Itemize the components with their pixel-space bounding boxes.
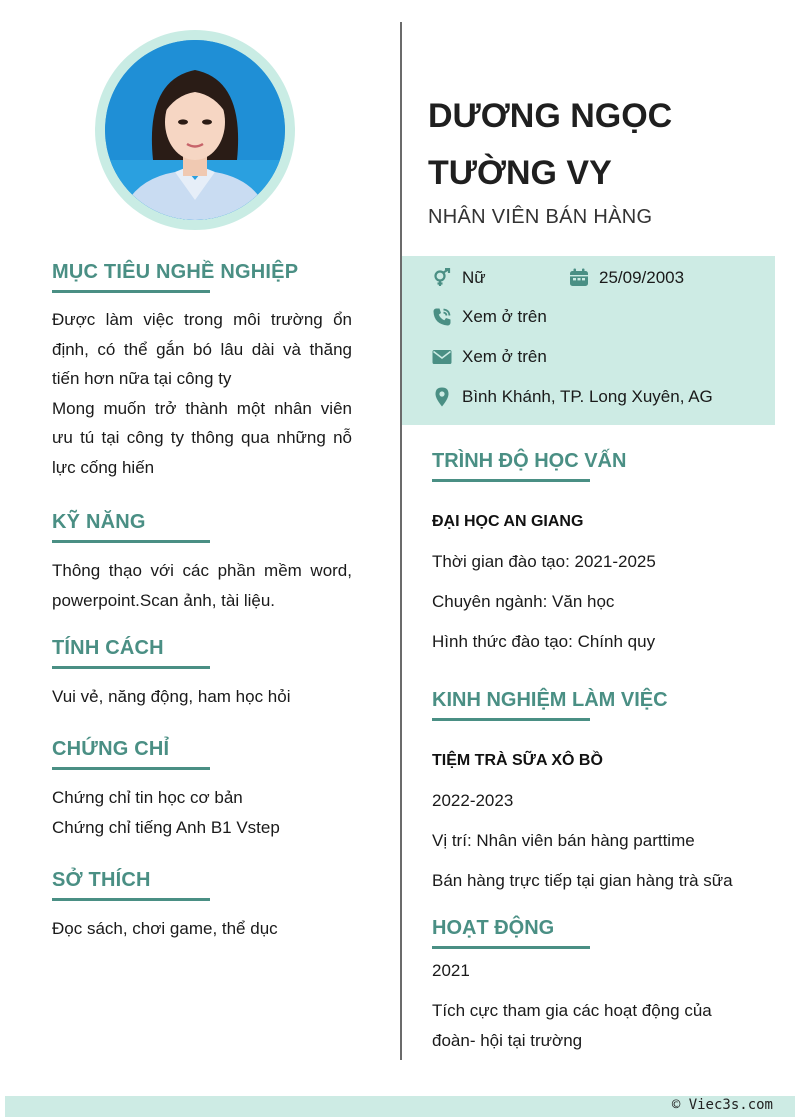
section-underline [52,767,210,770]
hobbies-title: SỞ THÍCH [52,869,151,891]
avatar-frame [95,30,295,230]
objective-section [52,258,352,293]
personality-title: TÍNH CÁCH [52,637,164,659]
hobbies-text: Đọc sách, chơi game, thể dục [52,919,278,938]
job-title: NHÂN VIÊN BÁN HÀNG [428,206,653,228]
education-title: TRÌNH ĐỘ HỌC VẤN [432,450,627,472]
education-major: Chuyên ngành: Văn học [432,592,615,611]
section-underline [52,666,210,669]
company-name: TIỆM TRÀ SỮA XÔ BỒ [432,752,603,769]
certificate-item: Chứng chỉ tin học cơ bản [52,788,243,807]
experience-body [432,741,772,901]
certificates-section [52,735,352,770]
objective-line: Được làm việc trong môi trường ổn định, có thể gắn bó lâu dài và thăng tiến hơn nữa tại công ty [52,310,352,388]
activities-title: HOẠT ĐỘNG [432,917,555,939]
certificates-body [52,783,352,842]
activities-body [432,951,772,1056]
phone-value: Xem ở trên [462,307,547,326]
gender-icon [432,268,452,288]
hobbies-body [52,914,352,944]
experience-section [432,686,772,721]
experience-title: KINH NGHIỆM LÀM VIỆC [432,689,668,711]
phone-row [432,307,547,327]
personality-text: Vui vẻ, năng động, ham học hỏi [52,687,291,706]
education-section [432,447,772,482]
experience-description: Bán hàng trực tiếp tại gian hàng trà sữa [432,871,733,890]
contact-panel [402,256,775,425]
email-row [432,347,547,367]
location-pin-icon [432,387,452,407]
address-value: Bình Khánh, TP. Long Xuyên, AG [462,387,713,406]
gender-value: Nữ [462,268,486,287]
education-mode: Hình thức đào tạo: Chính quy [432,632,656,651]
school-name: ĐẠI HỌC AN GIANG [432,513,584,530]
birthdate-value: 25/09/2003 [599,268,685,287]
footer-bar [5,1096,795,1117]
experience-period: 2022-2023 [432,791,514,810]
personality-body [52,682,352,712]
activities-section [432,914,772,949]
section-underline [52,290,210,293]
activities-description: Tích cực tham gia các hoạt động của đoàn- hội tại trường [432,1001,712,1050]
personality-section [52,634,352,669]
section-underline [432,946,590,949]
certificates-title: CHỨNG CHỈ [52,738,170,760]
email-value: Xem ở trên [462,347,547,366]
education-period: Thời gian đào tạo: 2021-2025 [432,552,656,571]
certificate-item: Chứng chỉ tiếng Anh B1 Vstep [52,817,280,837]
avatar [105,40,285,220]
birthdate-row [569,268,684,288]
calendar-icon [569,268,589,288]
activities-year: 2021 [432,961,470,980]
phone-icon [432,307,452,327]
objective-body [52,305,352,482]
gender-row [432,268,486,288]
section-underline [432,479,590,482]
candidate-name: DƯƠNG NGỌC TƯỜNG VY [428,97,673,192]
column-divider [400,22,402,1060]
email-icon [432,347,452,367]
hobbies-section [52,866,352,901]
address-row [432,387,713,407]
section-underline [52,898,210,901]
section-underline [52,540,210,543]
skills-section [52,508,352,543]
copyright-text: © Viec3s.com [671,1097,773,1113]
objective-line: Mong muốn trở thành một nhân viên ưu tú tại công ty thông qua những nỗ lực cống hiến [52,398,352,477]
skills-text: Thông thạo với các phần mềm word, powerpoint.Scan ảnh, tài liệu. [52,561,352,610]
section-underline [432,718,590,721]
skills-title: KỸ NĂNG [52,511,146,533]
education-body [432,502,772,662]
objective-title: MỤC TIÊU NGHỀ NGHIỆP [52,261,299,283]
experience-position: Vị trí: Nhân viên bán hàng parttime [432,831,695,850]
skills-body [52,556,352,615]
portrait-photo [105,40,285,220]
